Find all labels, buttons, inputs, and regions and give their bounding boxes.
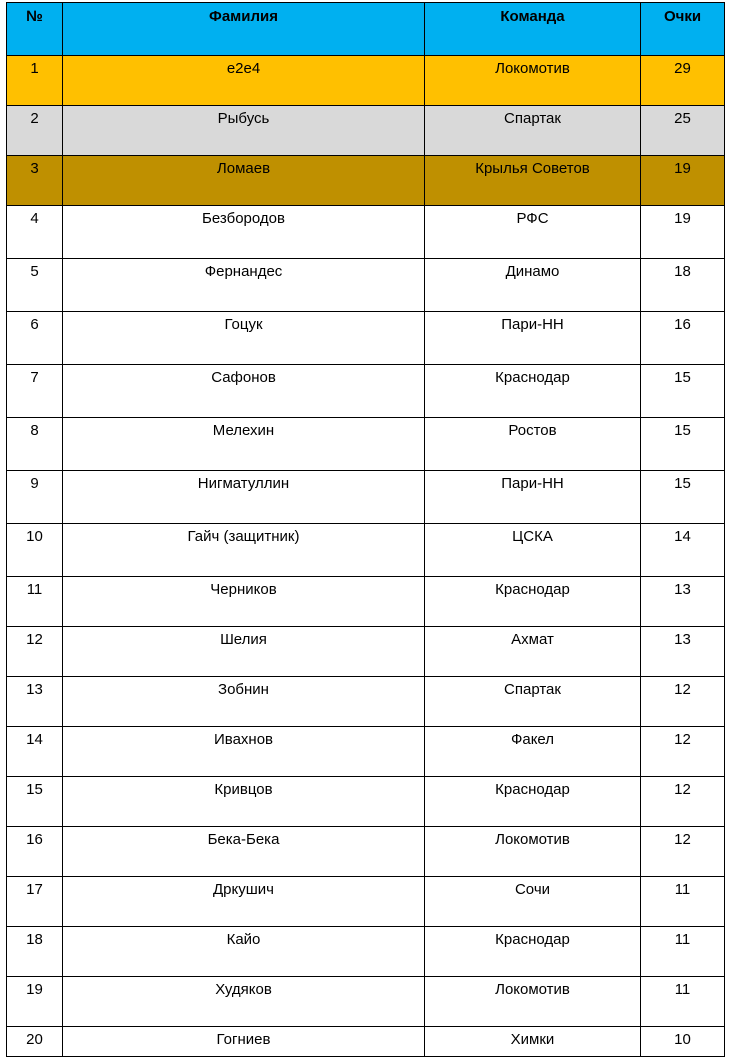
row-team: Крылья Советов bbox=[425, 156, 641, 206]
header-team: Команда bbox=[425, 3, 641, 56]
row-name: Гогниев bbox=[63, 1027, 425, 1057]
row-name: Ивахнов bbox=[63, 727, 425, 777]
table-row bbox=[7, 156, 725, 206]
row-team: Сочи bbox=[425, 877, 641, 927]
row-points: 13 bbox=[641, 577, 725, 627]
row-num: 10 bbox=[7, 524, 63, 577]
row-team: Краснодар bbox=[425, 365, 641, 418]
row-team: Динамо bbox=[425, 259, 641, 312]
table-row bbox=[7, 206, 725, 259]
row-points: 16 bbox=[641, 312, 725, 365]
row-name: Худяков bbox=[63, 977, 425, 1027]
row-num: 6 bbox=[7, 312, 63, 365]
table-row bbox=[7, 259, 725, 312]
row-team: Краснодар bbox=[425, 927, 641, 977]
row-team: Спартак bbox=[425, 677, 641, 727]
row-num: 20 bbox=[7, 1027, 63, 1057]
row-team: РФС bbox=[425, 206, 641, 259]
row-name: Ломаев bbox=[63, 156, 425, 206]
row-name: Зобнин bbox=[63, 677, 425, 727]
table-row bbox=[7, 627, 725, 677]
table-row bbox=[7, 312, 725, 365]
header-points: Очки bbox=[641, 3, 725, 56]
row-name: Кайо bbox=[63, 927, 425, 977]
row-points: 13 bbox=[641, 627, 725, 677]
row-name: Кривцов bbox=[63, 777, 425, 827]
table-header-row bbox=[7, 3, 725, 56]
table-row bbox=[7, 977, 725, 1027]
row-points: 11 bbox=[641, 927, 725, 977]
row-team: Факел bbox=[425, 727, 641, 777]
row-team: Краснодар bbox=[425, 777, 641, 827]
row-points: 12 bbox=[641, 727, 725, 777]
table-row bbox=[7, 524, 725, 577]
table-row bbox=[7, 1027, 725, 1057]
table-row bbox=[7, 471, 725, 524]
row-name: Гоцук bbox=[63, 312, 425, 365]
row-name: Бека-Бека bbox=[63, 827, 425, 877]
table-row bbox=[7, 56, 725, 106]
row-num: 5 bbox=[7, 259, 63, 312]
row-num: 15 bbox=[7, 777, 63, 827]
row-points: 15 bbox=[641, 418, 725, 471]
row-points: 12 bbox=[641, 777, 725, 827]
row-num: 8 bbox=[7, 418, 63, 471]
table-row bbox=[7, 727, 725, 777]
row-num: 11 bbox=[7, 577, 63, 627]
row-num: 18 bbox=[7, 927, 63, 977]
table-row bbox=[7, 877, 725, 927]
row-team: Пари-НН bbox=[425, 471, 641, 524]
row-name: Нигматуллин bbox=[63, 471, 425, 524]
table-row bbox=[7, 677, 725, 727]
row-num: 19 bbox=[7, 977, 63, 1027]
row-points: 12 bbox=[641, 827, 725, 877]
row-num: 7 bbox=[7, 365, 63, 418]
standings-table bbox=[6, 2, 725, 1057]
table-row bbox=[7, 777, 725, 827]
row-num: 17 bbox=[7, 877, 63, 927]
row-name: Шелия bbox=[63, 627, 425, 677]
row-points: 18 bbox=[641, 259, 725, 312]
row-name: Сафонов bbox=[63, 365, 425, 418]
row-team: Локомотив bbox=[425, 977, 641, 1027]
row-name: Безбородов bbox=[63, 206, 425, 259]
table-row bbox=[7, 827, 725, 877]
row-team: Локомотив bbox=[425, 827, 641, 877]
table-row bbox=[7, 577, 725, 627]
table-row bbox=[7, 106, 725, 156]
row-name: Гайч (защитник) bbox=[63, 524, 425, 577]
row-num: 3 bbox=[7, 156, 63, 206]
row-points: 25 bbox=[641, 106, 725, 156]
row-team: Краснодар bbox=[425, 577, 641, 627]
row-points: 12 bbox=[641, 677, 725, 727]
row-name: Фернандес bbox=[63, 259, 425, 312]
row-num: 1 bbox=[7, 56, 63, 106]
row-points: 11 bbox=[641, 977, 725, 1027]
row-name: Черников bbox=[63, 577, 425, 627]
row-points: 11 bbox=[641, 877, 725, 927]
row-team: Ахмат bbox=[425, 627, 641, 677]
row-num: 16 bbox=[7, 827, 63, 877]
row-num: 2 bbox=[7, 106, 63, 156]
row-points: 29 bbox=[641, 56, 725, 106]
row-team: ЦСКА bbox=[425, 524, 641, 577]
table-row bbox=[7, 418, 725, 471]
row-points: 15 bbox=[641, 471, 725, 524]
table-row bbox=[7, 365, 725, 418]
row-points: 15 bbox=[641, 365, 725, 418]
row-team: Спартак bbox=[425, 106, 641, 156]
row-team: Пари-НН bbox=[425, 312, 641, 365]
row-num: 14 bbox=[7, 727, 63, 777]
row-points: 14 bbox=[641, 524, 725, 577]
header-name: Фамилия bbox=[63, 3, 425, 56]
header-num: № bbox=[7, 3, 63, 56]
row-num: 12 bbox=[7, 627, 63, 677]
row-num: 4 bbox=[7, 206, 63, 259]
row-name: e2e4 bbox=[63, 56, 425, 106]
row-team: Локомотив bbox=[425, 56, 641, 106]
row-name: Дркушич bbox=[63, 877, 425, 927]
row-points: 19 bbox=[641, 206, 725, 259]
table-row bbox=[7, 927, 725, 977]
row-num: 9 bbox=[7, 471, 63, 524]
row-team: Ростов bbox=[425, 418, 641, 471]
row-points: 19 bbox=[641, 156, 725, 206]
row-num: 13 bbox=[7, 677, 63, 727]
row-name: Мелехин bbox=[63, 418, 425, 471]
row-team: Химки bbox=[425, 1027, 641, 1057]
row-name: Рыбусь bbox=[63, 106, 425, 156]
row-points: 10 bbox=[641, 1027, 725, 1057]
